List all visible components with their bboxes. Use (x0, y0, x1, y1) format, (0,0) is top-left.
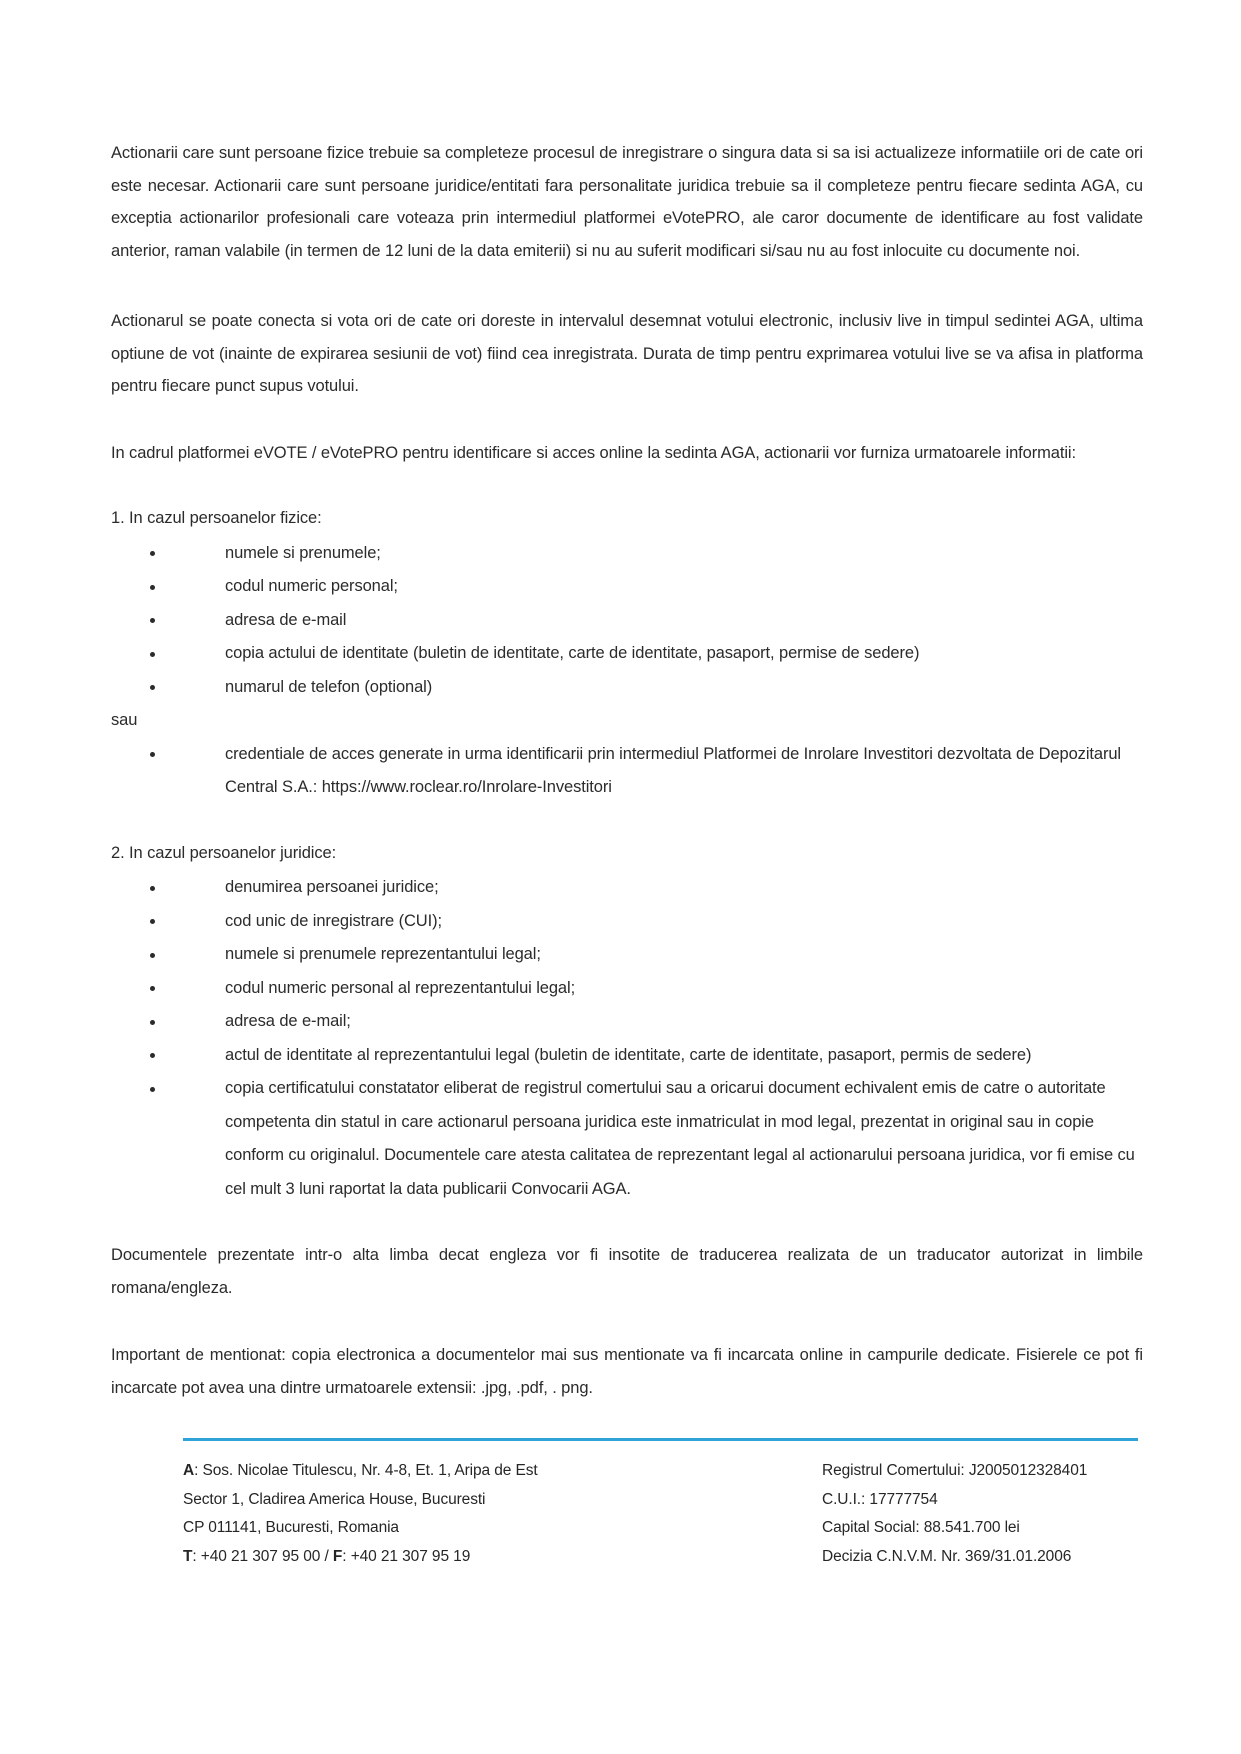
list-item-text: denumirea persoanei juridice; (225, 878, 439, 896)
list-item-text: cod unic de inregistrare (CUI); (225, 911, 442, 930)
footer-address-line: CP 011141, Bucuresti, Romania (183, 1519, 399, 1536)
footer-address-block (183, 1457, 822, 1571)
sau-connector-label: sau (111, 711, 138, 729)
footer-decision-line: Decizia C.N.V.M. Nr. 369/31.01.2006 (822, 1547, 1072, 1565)
footer-phone-prefix: T (183, 1547, 193, 1565)
footer-address-prefix: A (183, 1462, 195, 1479)
list-item-text: actul de identitate al reprezentantului legal (buletin de identitate, carte de identitate, pasaport, permis de sedere) (225, 1045, 1032, 1064)
list-item-text: credentiale de acces generate in urma identificarii prin intermediul Platformei de Inrolare Investitori dezvoltata de Depozitarul Central S.A.: (225, 744, 1121, 796)
list-item (111, 972, 1143, 1006)
bullet-icon (150, 652, 155, 657)
paragraph-platform-intro: In cadrul platformei eVOTE / eVotePRO pentru identificare si acces online la sedinta AGA, actionarii vor furniza urmatoarele informatii: (111, 443, 1076, 462)
list-item (111, 738, 1143, 805)
bullet-icon (150, 1087, 155, 1092)
list-item (111, 938, 1143, 972)
list-item (111, 905, 1143, 939)
paragraph-translation-requirement: Documentele prezentate intr-o alta limba decat engleza vor fi insotite de traducerea realizata de un traducator autorizat in limbile romana/engleza. (111, 1246, 1143, 1297)
list-item (111, 537, 1143, 571)
paragraph-voting-rules: Actionarul se poate conecta si vota ori de cate ori doreste in intervalul desemnat votului electronic, inclusiv live in timpul sedintei AGA, ultima optiune de vot (inainte de expirarea sesiunii de vot) fiind cea inregistrata. Durata de timp pentru exprimarea votului live se va afisa in platforma pentru fiecare punct supus votului. (111, 312, 1143, 395)
roclear-enrolment-link[interactable]: https://www.roclear.ro/Inrolare-Investitori (321, 778, 612, 796)
bullet-icon (150, 919, 155, 924)
bullet-icon (150, 618, 155, 623)
section-heading-persoane-fizice: 1. In cazul persoanelor fizice: (111, 509, 322, 527)
list-item-text: numele si prenumele; (225, 543, 381, 562)
list-item (111, 637, 1143, 671)
list-item-text: codul numeric personal al reprezentantului legal; (225, 978, 576, 997)
footer-cui-line: C.U.I.: 17777754 (822, 1490, 938, 1508)
paragraph-registration-rules: Actionarii care sunt persoane fizice trebuie sa completeze procesul de inregistrare o singura data si sa isi actualizeze informatiile ori de cate ori este necesar. Actionarii care sunt persoane juridice/entitati fara personalitate juridica trebuie sa il completeze pentru fiecare sedinta AGA, cu exceptia actionarilor profesionali care voteaza prin intermediul platformei eVotePRO, ale caror documente de identificare au fost validate anterior, raman valabile (in termen de 12 luni de la data emiterii) si nu au suferit modificari si/sau nu au fost inlocuite cu documente noi. (111, 144, 1143, 260)
footer-address-text: : Sos. Nicolae Titulescu, Nr. 4-8, Et. 1, Aripa de Est (194, 1462, 538, 1479)
footer-phone-number: : +40 21 307 95 00 / (192, 1547, 333, 1565)
list-item (111, 1005, 1143, 1039)
list-item (111, 671, 1143, 705)
bullet-icon (150, 1020, 155, 1025)
footer-columns (183, 1441, 1138, 1571)
footer-fax-number: : +40 21 307 95 19 (342, 1547, 471, 1565)
footer-address-line: Sector 1, Cladirea America House, Bucuresti (183, 1490, 486, 1508)
list-item (111, 1072, 1143, 1206)
bullet-icon (150, 585, 155, 590)
footer-registry-block (822, 1457, 1138, 1571)
list-item-text: copia certificatului constatator eliberat de registrul comertului sau a oricarui document echivalent emis de catre o autoritate competenta din statul in care actionarul persoana juridica este inmatriculat in mod legal, prezentat in original sau in copie conform cu originalul. Documentele care atesta calitatea de reprezentant legal al actionarului persoana juridica, vor fi emise cu cel mult 3 luni raportat la data publicarii Convocarii AGA. (225, 1079, 1135, 1198)
bullet-icon (150, 1053, 155, 1058)
list-persoane-juridice (111, 871, 1143, 1206)
footer-fax-prefix: F (332, 1547, 343, 1565)
list-persoane-fizice (111, 537, 1143, 705)
list-credentiale (111, 738, 1143, 805)
footer-phone-line (183, 1543, 822, 1572)
list-item (111, 604, 1143, 638)
list-item-text: numarul de telefon (optional) (225, 677, 433, 696)
paragraph-upload-formats: Important de mentionat: copia electronica a documentelor mai sus mentionate va fi incarcata online in campurile dedicate. Fisierele ce pot fi incarcate pot avea una dintre urmatoarele extensii: .jpg, .pdf, . png. (111, 1346, 1143, 1397)
bullet-icon (150, 886, 155, 891)
footer-capital-line: Capital Social: 88.541.700 lei (822, 1519, 1020, 1536)
list-item (111, 871, 1143, 905)
footer-address-line (183, 1457, 822, 1486)
list-item-text: numele si prenumele reprezentantului legal; (225, 945, 541, 963)
bullet-icon (150, 986, 155, 991)
bullet-icon (150, 685, 155, 690)
list-item-text: adresa de e-mail (225, 610, 347, 629)
bullet-icon (150, 953, 155, 958)
bullet-icon (150, 551, 155, 556)
list-item (111, 570, 1143, 604)
list-item-text: adresa de e-mail; (225, 1012, 351, 1030)
list-item (111, 1039, 1143, 1073)
section-heading-persoane-juridice: 2. In cazul persoanelor juridice: (111, 843, 337, 862)
footer-registry-line: Registrul Comertului: J2005012328401 (822, 1462, 1088, 1479)
list-item-text: copia actului de identitate (buletin de identitate, carte de identitate, pasaport, permise de sedere) (225, 644, 920, 662)
bullet-icon (150, 752, 155, 757)
list-item-text: codul numeric personal; (225, 577, 398, 595)
page-footer (183, 1438, 1138, 1571)
